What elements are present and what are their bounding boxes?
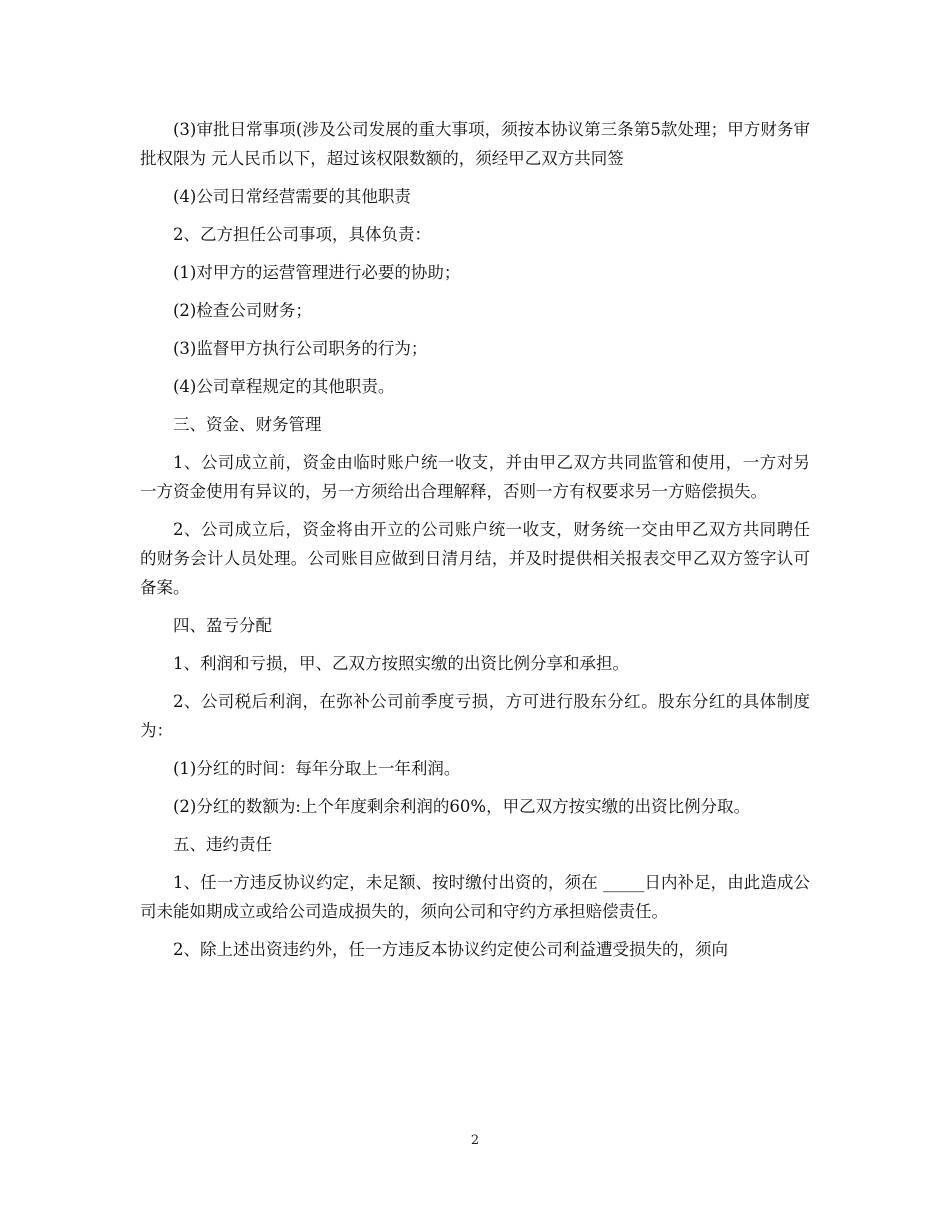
- paragraph-13: 2、公司税后利润，在弥补公司前季度亏损，方可进行股东分红。股东分红的具体制度为：: [140, 692, 810, 740]
- paragraph-14: (1)分红的时间：每年分取上一年利润。: [173, 759, 461, 778]
- paragraph-4: (1)对甲方的运营管理进行必要的协助；: [173, 263, 461, 282]
- paragraph-6: (3)监督甲方执行公司职务的行为；: [173, 339, 428, 358]
- section-heading-4: 四、盈亏分配: [173, 616, 272, 635]
- paragraph-12: 1、利润和亏损，甲、乙双方按照实缴的出资比例分享和承担。: [173, 654, 629, 673]
- paragraph-17: 1、任一方违反协议约定，未足额、按时缴付出资的，须在 _____日内补足，由此造成公司未能如期成立或给公司造成损失的，须向公司和守约方承担赔偿责任。: [140, 873, 810, 921]
- paragraph-5: (2)检查公司财务；: [173, 301, 312, 320]
- paragraph-10: 2、公司成立后，资金将由开立的公司账户统一收支，财务统一交由甲乙双方共同聘任的财务会计人员处理。公司账目应做到日清月结，并及时提供相关报表交甲乙双方签字认可备案。: [140, 520, 810, 597]
- paragraph-2: (4)公司日常经营需要的其他职责: [173, 187, 411, 206]
- paragraph-7: (4)公司章程规定的其他职责。: [173, 377, 395, 396]
- section-heading-3: 三、资金、财务管理: [173, 415, 322, 434]
- paragraph-1: (3)审批日常事项(涉及公司发展的重大事项，须按本协议第三条第5款处理；甲方财务审批权限为 元人民币以下，超过该权限数额的，须经甲乙双方共同签: [140, 120, 810, 168]
- paragraph-15: (2)分红的数额为:上个年度剩余利润的60%，甲乙双方按实缴的出资比例分取。: [173, 797, 751, 816]
- paragraph-18: 2、除上述出资违约外，任一方违反本协议约定使公司利益遭受损失的，须向: [173, 940, 728, 959]
- document-body: [140, 115, 810, 973]
- section-heading-5: 五、违约责任: [173, 835, 272, 854]
- paragraph-9: 1、公司成立前，资金由临时账户统一收支，并由甲乙双方共同监管和使用，一方对另一方资金使用有异议的，另一方须给出合理解释，否则一方有权要求另一方赔偿损失。: [140, 453, 810, 501]
- paragraph-3: 2、乙方担任公司事项，具体负责：: [173, 225, 431, 244]
- page-number: 2: [470, 1133, 480, 1148]
